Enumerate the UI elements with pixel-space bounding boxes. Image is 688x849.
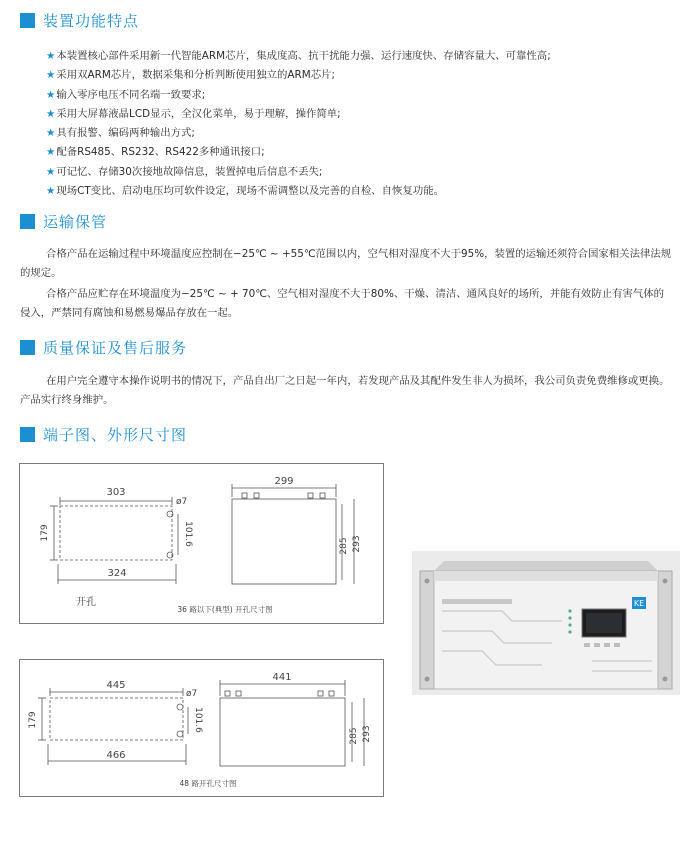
list-item: ★采用双ARM芯片，数据采集和分析判断使用独立的ARM芯片; [46, 69, 336, 82]
dim-height: 179 [40, 524, 50, 542]
list-item: ★具有报警、编码两种输出方式; [46, 127, 195, 140]
list-item: ★输入零序电压不同名端一致要求; [46, 88, 206, 101]
star-bullet-icon: ★ [46, 127, 56, 140]
section-square-icon [20, 13, 35, 28]
quality-paragraph: 在用户完全遵守本操作说明书的情况下，产品自出厂之日起一年内，若发现产品及其配件发生非人为损坏，我公司负责免费维修或更换。产品实行终身维护。 [20, 375, 670, 406]
brand-logo: KE [633, 599, 645, 608]
dim-hole-spacing: 101.6 [183, 521, 193, 547]
device-photo [412, 551, 680, 695]
section-title: 装置功能特点 [43, 11, 140, 30]
transport-paragraph-2: 合格产品应贮存在环境温度为−25℃ ~ + 70℃、空气相对湿度不大于80%、干燥、清洁、通风良好的场所，并能有效防止有害气体的侵入，严禁同有腐蚀和易燃易爆品存放在一起。 [20, 288, 665, 319]
transport-paragraph-1: 合格产品在运输过程中环境温度应控制在−25℃ ~ +55℃范围以内，空气相对湿度不大于95%，装置的运输还须符合国家相关法律法规的规定。 [20, 248, 672, 279]
dimension-drawing-48 [19, 659, 384, 797]
dim-depth: 441 [272, 672, 292, 683]
drawing-caption: 48 路开孔尺寸图 [179, 779, 237, 788]
list-item: ★采用大屏幕液晶LCD显示，全汉化菜单，易于理解，操作简单; [46, 107, 341, 120]
dim-hole: ø7 [186, 689, 198, 699]
section-square-icon [20, 214, 35, 229]
section-square-icon [20, 427, 35, 442]
star-bullet-icon: ★ [46, 146, 56, 159]
dim-mount-width: 466 [106, 750, 126, 761]
star-bullet-icon: ★ [46, 185, 56, 198]
dim-cut-width: 445 [106, 680, 126, 691]
section-square-icon [20, 340, 35, 355]
side-view-outline [220, 698, 345, 766]
section-features-header [20, 10, 139, 30]
cutout-label: 开孔 [76, 597, 96, 608]
star-bullet-icon: ★ [46, 50, 56, 62]
dim-h1: 285 [339, 537, 349, 555]
dim-hole-spacing: 101.6 [193, 707, 203, 733]
dim-h1: 285 [349, 727, 359, 745]
dim-mount-width: 324 [107, 568, 127, 579]
dim-height: 179 [28, 711, 38, 729]
side-view-outline [232, 499, 336, 584]
cutout-outline [60, 506, 172, 560]
dim-cut-width: 303 [106, 487, 126, 498]
section-transport-header [20, 211, 107, 231]
dim-h2: 293 [362, 725, 372, 743]
section-title: 端子图、外形尺寸图 [43, 425, 188, 444]
section-quality-header [20, 337, 187, 357]
dim-depth: 299 [274, 476, 294, 487]
section-title: 质量保证及售后服务 [43, 338, 188, 357]
section-title: 运输保管 [43, 212, 108, 231]
dim-hole: ø7 [176, 497, 188, 507]
dim-h2: 293 [352, 535, 362, 553]
cutout-outline [50, 698, 183, 740]
star-bullet-icon: ★ [46, 69, 56, 82]
star-bullet-icon: ★ [46, 88, 56, 101]
star-bullet-icon: ★ [46, 107, 56, 120]
star-bullet-icon: ★ [46, 165, 56, 178]
feature-list [46, 47, 551, 201]
list-item: ★现场CT变比、启动电压均可软件设定，现场不需调整以及完善的自检、自恢复功能。 [46, 185, 444, 198]
list-item: ★本装置核心部件采用新一代智能ARM芯片，集成度高、抗干扰能力强、运行速度快、存储容量大、可靠性高; [46, 50, 551, 62]
list-item: ★配备RS485、RS232、RS422多种通讯接口; [46, 146, 265, 159]
section-drawings-header [20, 424, 187, 444]
dimension-drawing-36 [19, 463, 384, 624]
drawing-caption: 36 路以下(典型) 开孔尺寸图 [177, 605, 273, 614]
list-item: ★可记忆、存储30次接地故障信息，装置掉电后信息不丢失; [46, 165, 323, 178]
